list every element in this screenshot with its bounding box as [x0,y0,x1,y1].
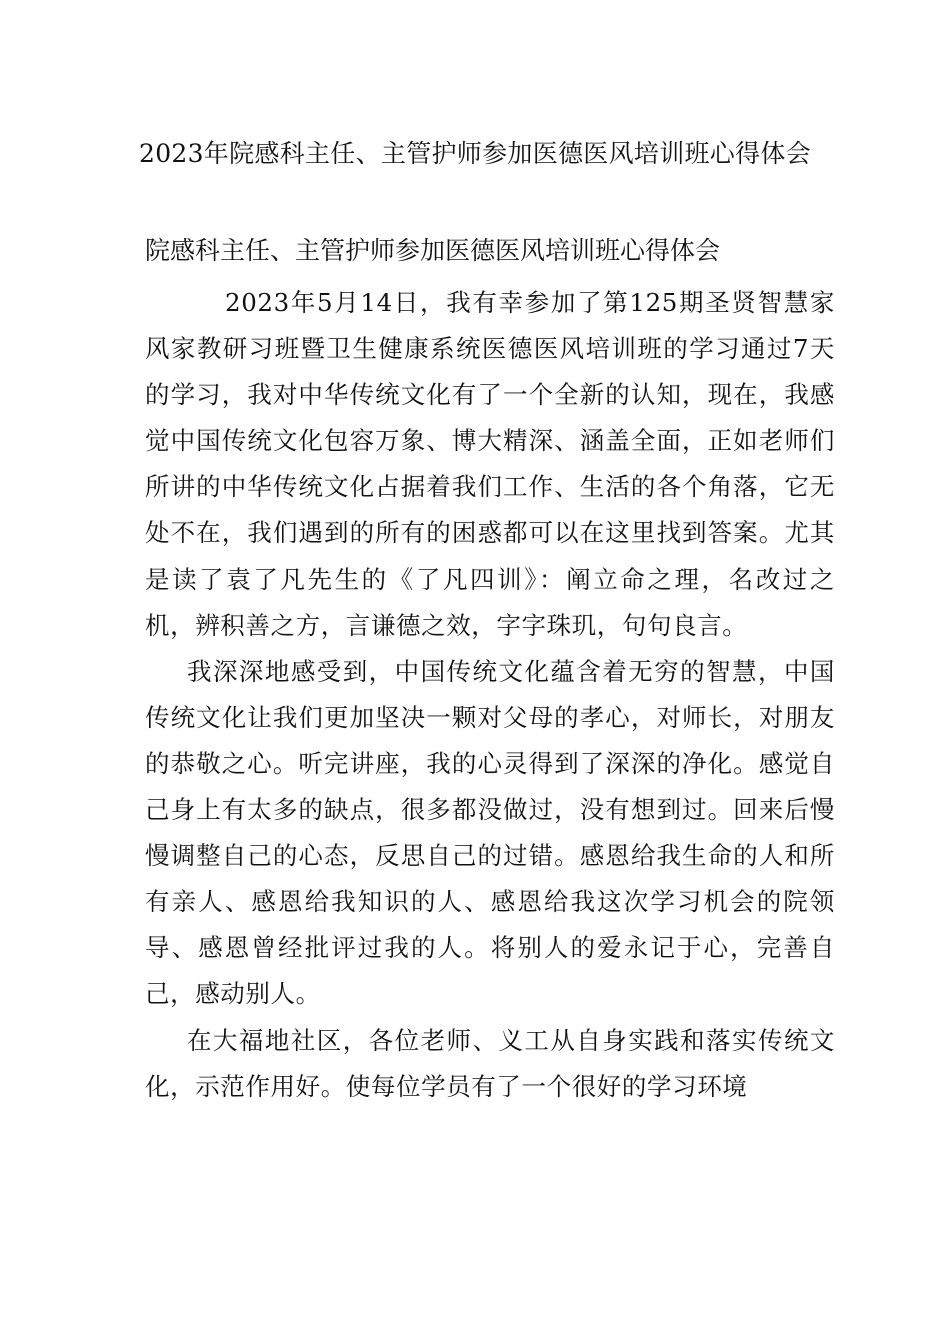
paragraph: 2023年5月14日，我有幸参加了第125期圣贤智慧家风家教研习班暨卫生健康系统医德医风培训班的学习通过7天的学习，我对中华传统文化有了一个全新的认知，现在，我感觉中国传统文化包容万象、博大精深、涵盖全面，正如老师们所讲的中华传统文化占据着我们工作、生活的各个角落，它无处不在，我们遇到的所有的困惑都可以在这里找到答案。尤其是读了袁了凡先生的《了凡四训》：阐立命之理，名改过之机，辨积善之方，言谦德之效，字字珠玑，句句良言。 [145,288,835,640]
document-body [145,280,835,1110]
document-title: 2023年院感科主任、主管护师参加医德医风培训班心得体会 [138,139,812,168]
paragraph: 在大福地社区，各位老师、义工从自身实践和落实传统文化，示范作用好。使每位学员有了一个很好的学习环境 [145,1025,835,1101]
document-subtitle: 院感科主任、主管护师参加医德医风培训班心得体会 [145,236,721,265]
paragraph: 我深深地感受到，中国传统文化蕴含着无穷的智慧，中国传统文化让我们更加坚决一颗对父母的孝心，对师长，对朋友的恭敬之心。听完讲座，我的心灵得到了深深的净化。感觉自己身上有太多的缺点，很多都没做过，没有想到过。回来后慢慢调整自己的心态，反思自己的过错。感恩给我生命的人和所有亲人、感恩给我知识的人、感恩给我这次学习机会的院领导、感恩曾经批评过我的人。将别人的爱永记于心，完善自己，感动别人。 [145,656,835,1009]
